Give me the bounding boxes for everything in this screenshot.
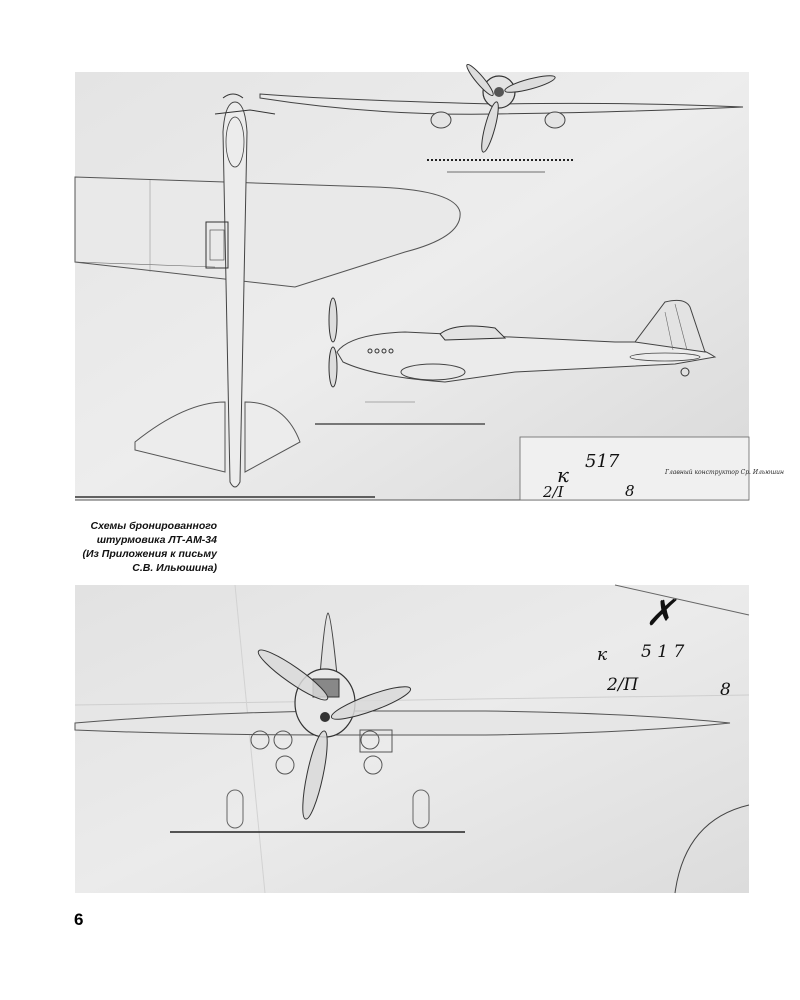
front-view-wheel-right <box>545 112 565 128</box>
bottom-drawing-photo <box>75 585 749 893</box>
top-drawing-photo <box>75 72 784 501</box>
handwritten-count: 8 <box>720 680 731 700</box>
handwritten-drawing-number: 517 <box>585 451 620 472</box>
side-view-wing-root <box>401 364 465 380</box>
handwritten-sheet-number: 2/I <box>543 483 564 501</box>
caption-line: штурмовика ЛТ-АМ-34 <box>96 534 217 546</box>
cross-mark: ✗ <box>645 593 676 634</box>
caption-line: Схемы бронированного <box>90 520 217 532</box>
bottom-drawing-svg <box>75 585 749 893</box>
front-view-wheel-left <box>431 112 451 128</box>
handwritten-count: 8 <box>625 482 635 500</box>
handwritten-mark-k: к <box>597 645 608 665</box>
handwritten-drawing-number: 5 1 7 <box>641 642 685 662</box>
figure-caption <box>60 519 217 575</box>
page-number: 6 <box>74 910 84 929</box>
side-view-propeller <box>329 298 337 342</box>
handwritten-sheet-number: 2/П <box>607 675 639 695</box>
handwritten-mark-k: к <box>557 463 569 487</box>
caption-line: (Из Приложения к письму <box>82 548 217 560</box>
caption-line: С.В. Ильюшина) <box>132 562 217 574</box>
top-drawing-svg <box>75 72 784 501</box>
chief-designer-stamp: Главный конструктор Ср. Ильюшин <box>665 469 784 476</box>
